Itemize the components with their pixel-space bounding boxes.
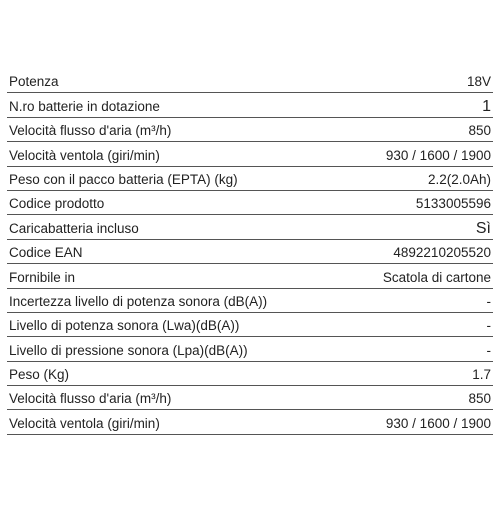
spec-label: Potenza: [9, 74, 59, 90]
spec-row-weight-epta: [7, 167, 493, 191]
spec-value: 1.7: [472, 367, 491, 383]
spec-label: Velocità flusso d'aria (m³/h): [9, 391, 172, 407]
spec-row-airflow: [7, 118, 493, 142]
spec-table: [7, 69, 493, 435]
spec-label: Caricabatteria incluso: [9, 220, 139, 236]
spec-label: N.ro batterie in dotazione: [9, 98, 160, 114]
spec-label: Peso con il pacco batteria (EPTA) (kg): [9, 171, 238, 187]
spec-value: 18V: [466, 74, 491, 90]
spec-label: Codice prodotto: [9, 196, 105, 212]
spec-label: Velocità ventola (giri/min): [9, 147, 160, 163]
spec-row-fan-speed-2: [7, 410, 493, 434]
spec-row-charger-included: [7, 215, 493, 239]
spec-label: Livello di potenza sonora (Lwa)(dB(A)): [9, 318, 240, 334]
spec-label: Peso (Kg): [9, 367, 70, 383]
spec-row-weight: [7, 362, 493, 386]
spec-value: 1: [482, 97, 491, 115]
spec-value: Sì: [475, 219, 491, 237]
spec-label: Velocità ventola (giri/min): [9, 415, 160, 431]
spec-row-sound-power-level: [7, 313, 493, 337]
spec-row-sound-power-uncertainty: [7, 289, 493, 313]
spec-value: 2.2(2.0Ah): [427, 171, 491, 187]
spec-row-sound-pressure-level: [7, 337, 493, 361]
spec-value: 850: [468, 391, 491, 407]
spec-label: Incertezza livello di potenza sonora (dB(A)): [9, 293, 268, 309]
spec-row-supplied-in: [7, 264, 493, 288]
spec-row-ean-code: [7, 240, 493, 264]
spec-label: Fornibile in: [9, 269, 76, 285]
spec-value: 930 / 1600 / 1900: [385, 147, 491, 163]
spec-value: -: [486, 318, 491, 334]
spec-row-product-code: [7, 191, 493, 215]
spec-label: Velocità flusso d'aria (m³/h): [9, 123, 172, 139]
spec-label: Livello di pressione sonora (Lpa)(dB(A)): [9, 342, 248, 358]
spec-row-airflow-2: [7, 386, 493, 410]
spec-value: Scatola di cartone: [382, 269, 491, 285]
spec-label: Codice EAN: [9, 245, 83, 261]
spec-row-power: [7, 69, 493, 93]
spec-row-fan-speed: [7, 142, 493, 166]
spec-value: 4892210205520: [393, 245, 491, 261]
spec-value: 850: [468, 123, 491, 139]
spec-value: -: [486, 293, 491, 309]
spec-row-battery-count: [7, 93, 493, 117]
spec-value: -: [486, 342, 491, 358]
spec-value: 930 / 1600 / 1900: [385, 415, 491, 431]
spec-value: 5133005596: [415, 196, 491, 212]
